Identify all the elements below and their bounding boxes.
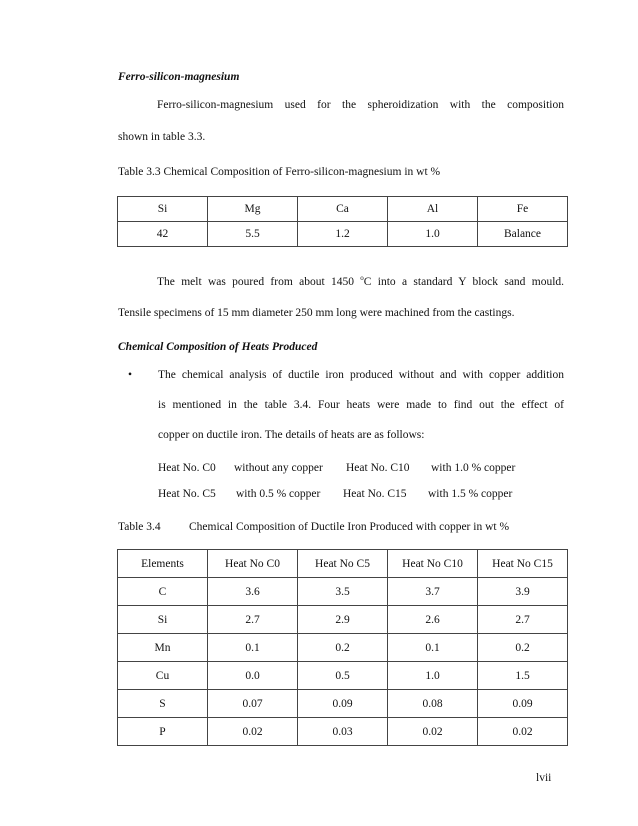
heat-name: Heat No. C15 [343, 488, 407, 500]
table-cell: 1.0 [388, 662, 478, 690]
page-number: lvii [536, 772, 552, 784]
table-header-cell: Fe [478, 197, 568, 222]
heat-desc: with 0.5 % copper [236, 488, 321, 500]
table-header-cell: Ca [298, 197, 388, 222]
table-header-cell: Heat No C10 [388, 550, 478, 578]
heat-desc: with 1.0 % copper [431, 462, 516, 474]
table-3-3 [117, 196, 568, 247]
table-cell: 1.5 [478, 662, 568, 690]
table-row [118, 718, 568, 746]
table-cell: 3.9 [478, 578, 568, 606]
paragraph-line: Ferro-silicon-magnesium used for the spheroidization with the composition [157, 99, 564, 111]
table-cell: 1.2 [298, 222, 388, 247]
table-cell: C [118, 578, 208, 606]
table-cell: 0.09 [298, 690, 388, 718]
table-cell: 0.2 [298, 634, 388, 662]
table-header-cell: Heat No C15 [478, 550, 568, 578]
table-row [118, 690, 568, 718]
paragraph-line: shown in table 3.3. [118, 131, 206, 143]
heat-desc: with 1.5 % copper [428, 488, 513, 500]
degree-symbol: o [360, 274, 364, 282]
section-heading-ferro: Ferro-silicon-magnesium [118, 71, 240, 83]
heat-name: Heat No. C5 [158, 488, 216, 500]
table-row [118, 662, 568, 690]
table-cell: 2.9 [298, 606, 388, 634]
table-cell: Si [118, 606, 208, 634]
melt-paragraph-line: Tensile specimens of 15 mm diameter 250 mm long were machined from the castings. [118, 307, 515, 319]
table-cell: Mn [118, 634, 208, 662]
section-heading-heats: Chemical Composition of Heats Produced [118, 341, 318, 353]
table-cell: Balance [478, 222, 568, 247]
table-header-cell: Heat No C0 [208, 550, 298, 578]
heat-name: Heat No. C10 [346, 462, 410, 474]
table-row [118, 222, 568, 247]
table-cell: 2.6 [388, 606, 478, 634]
melt-text-b: C into a standard Y block sand mould. [363, 276, 565, 288]
table-cell: 0.02 [208, 718, 298, 746]
table-cell: 0.0 [208, 662, 298, 690]
table-row [118, 606, 568, 634]
table-cell: 0.1 [388, 634, 478, 662]
table-cell: 0.09 [478, 690, 568, 718]
table-header-row [118, 550, 568, 578]
bullet-line: is mentioned in the table 3.4. Four heats were made to find out the effect of [158, 399, 564, 411]
table-header-cell: Heat No C5 [298, 550, 388, 578]
bullet-symbol: • [128, 369, 133, 381]
table-cell: 2.7 [208, 606, 298, 634]
table-3-4 [117, 549, 568, 746]
heat-desc: without any copper [234, 462, 323, 474]
table-cell: P [118, 718, 208, 746]
table-cell: 2.7 [478, 606, 568, 634]
table-cell: 1.0 [388, 222, 478, 247]
table-header-cell: Al [388, 197, 478, 222]
table-3-4-caption-label: Table 3.4 [118, 521, 161, 533]
table-cell: 0.03 [298, 718, 388, 746]
table-cell: 0.02 [388, 718, 478, 746]
table-cell: 5.5 [208, 222, 298, 247]
table-cell: 0.2 [478, 634, 568, 662]
table-cell: 0.5 [298, 662, 388, 690]
table-cell: 42 [118, 222, 208, 247]
table-header-cell: Mg [208, 197, 298, 222]
table-cell: 3.5 [298, 578, 388, 606]
table-cell: 0.08 [388, 690, 478, 718]
bullet-line: The chemical analysis of ductile iron produced without and with copper addition [158, 369, 564, 381]
table-cell: 3.6 [208, 578, 298, 606]
table-row [118, 634, 568, 662]
table-cell: 0.02 [478, 718, 568, 746]
table-cell: 3.7 [388, 578, 478, 606]
table-header-cell: Elements [118, 550, 208, 578]
melt-text-a: The melt was poured from about 1450 [157, 276, 354, 288]
table-cell: 0.07 [208, 690, 298, 718]
table-3-3-caption: Table 3.3 Chemical Composition of Ferro-silicon-magnesium in wt % [118, 166, 441, 178]
table-row [118, 578, 568, 606]
table-cell: S [118, 690, 208, 718]
table-header-cell: Si [118, 197, 208, 222]
bullet-line: copper on ductile iron. The details of heats are as follows: [158, 429, 425, 441]
heat-name: Heat No. C0 [158, 462, 216, 474]
table-3-4-caption-text: Chemical Composition of Ductile Iron Produced with copper in wt % [189, 521, 510, 533]
table-cell: 0.1 [208, 634, 298, 662]
table-cell: Cu [118, 662, 208, 690]
melt-paragraph-line [157, 276, 564, 288]
table-header-row [118, 197, 568, 222]
